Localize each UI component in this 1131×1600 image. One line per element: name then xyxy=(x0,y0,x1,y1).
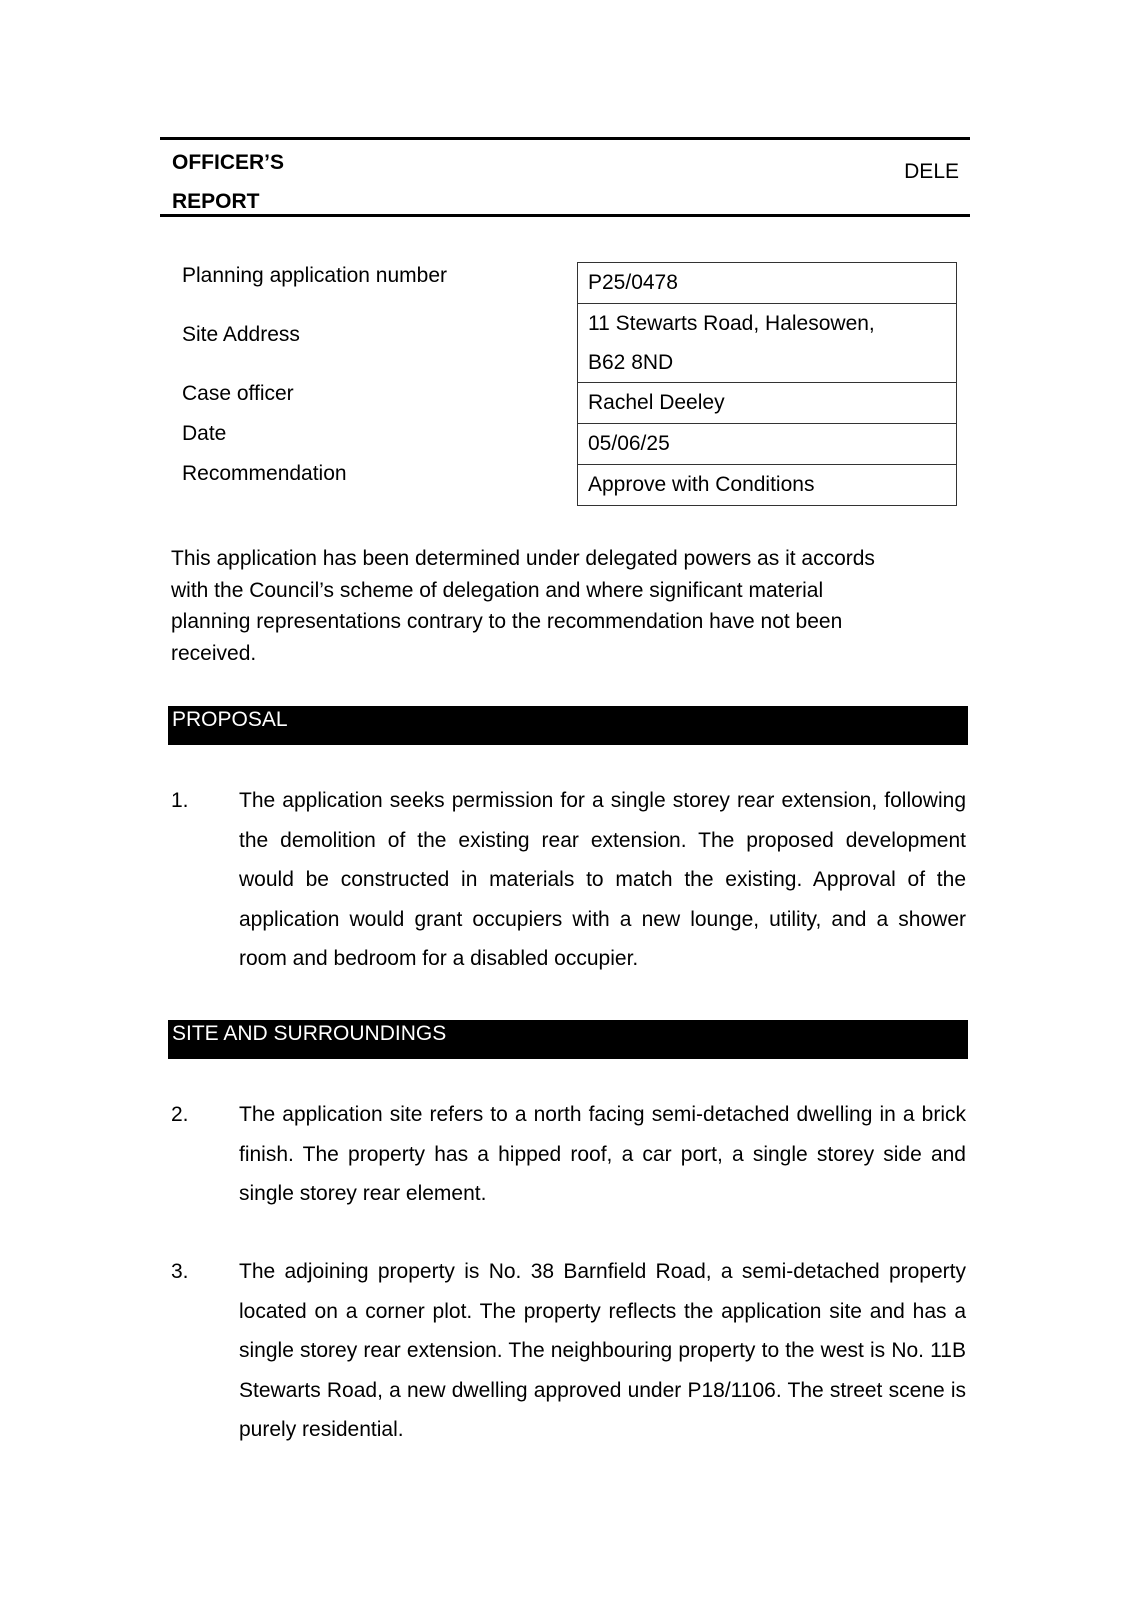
intro-line: with the Council’s scheme of delegation and where significant material xyxy=(171,578,824,602)
value-case-officer: Rachel Deeley xyxy=(578,383,956,424)
label-date: Date xyxy=(182,422,227,445)
numbered-paragraph xyxy=(171,781,966,979)
intro-line: received. xyxy=(171,641,257,665)
decision-code: DELE xyxy=(904,160,959,183)
paragraph-text: The application seeks permission for a single storey rear extension, following the demolition of the existing rear extension. The proposed development would be constructed in materials to match the existing. Approval of the application would grant occupiers with a new lounge, utility, and a shower room and bedroom for a disabled occupier. xyxy=(239,789,966,970)
section-heading-proposal: PROPOSAL xyxy=(168,706,968,745)
report-title xyxy=(172,143,372,221)
value-date: 05/06/25 xyxy=(578,424,956,465)
info-values-table xyxy=(577,262,957,506)
numbered-paragraph xyxy=(171,1095,966,1214)
paragraph-number: 3. xyxy=(171,1260,189,1283)
label-case-officer: Case officer xyxy=(182,382,294,405)
label-recommendation: Recommendation xyxy=(182,462,347,485)
value-site-address-line2: B62 8ND xyxy=(588,351,674,374)
intro-line: planning representations contrary to the recommendation have not been xyxy=(171,610,843,633)
section-heading-site-and-surroundings: SITE AND SURROUNDINGS xyxy=(168,1020,968,1059)
report-title-line2: REPORT xyxy=(172,190,260,213)
paragraph-text: The application site refers to a north facing semi-detached dwelling in a brick finish. The property has a hipped roof, a car port, a single storey side and single storey rear element. xyxy=(239,1103,966,1205)
label-application-number: Planning application number xyxy=(182,264,448,287)
value-recommendation: Approve with Conditions xyxy=(588,473,815,496)
paragraph-text: The adjoining property is No. 38 Barnfield Road, a semi-detached property located on a corner plot. The property reflects the application site and has a single storey rear extension. The neighbouring property to the west is No. 11B Stewarts Road, a new dwelling approved under P18/1106. The street scene is purely residential. xyxy=(239,1260,966,1441)
value-application-number: P25/0478 xyxy=(578,263,956,304)
paragraph-number: 2. xyxy=(171,1103,189,1126)
report-header xyxy=(160,137,970,217)
value-site-address-line1: 11 Stewarts Road, Halesowen, xyxy=(588,312,875,335)
report-title-line1: OFFICER’S xyxy=(172,151,285,174)
intro-line: This application has been determined under delegated powers as it accords xyxy=(171,547,875,570)
value-site-address xyxy=(578,304,956,383)
paragraph-number: 1. xyxy=(171,789,189,812)
numbered-paragraph xyxy=(171,1252,966,1450)
intro-paragraph xyxy=(171,543,971,669)
label-site-address: Site Address xyxy=(182,323,300,346)
